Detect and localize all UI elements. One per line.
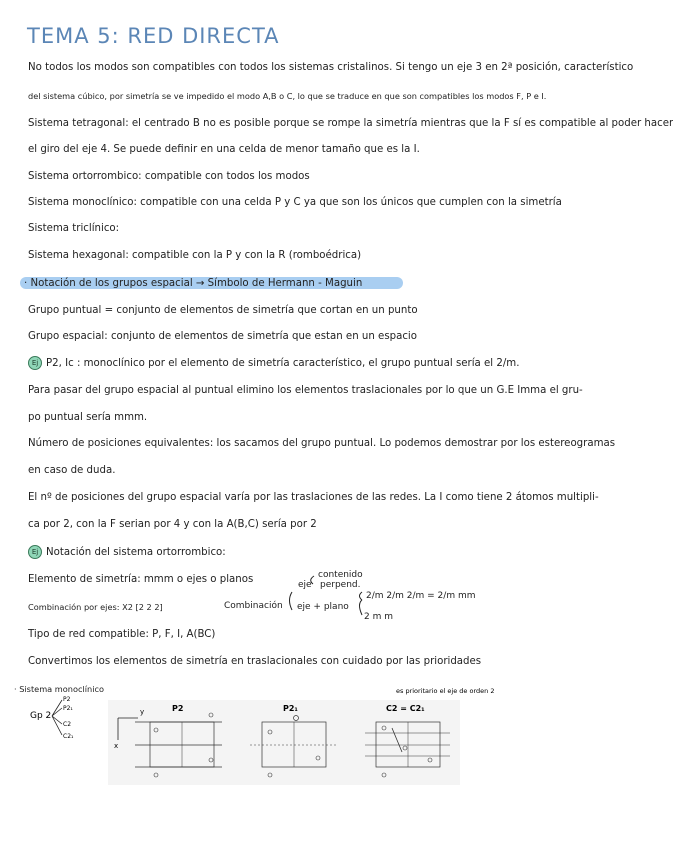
text-line-4: el giro del eje 4. Se puede definir en una celda de menor tamaño que es la I. <box>28 144 420 155</box>
page-title: TEMA 5: RED DIRECTA <box>27 24 280 48</box>
combinacion-label: Combinación <box>224 601 283 611</box>
top-formula: 2/m 2/m 2/m = 2/m mm <box>366 591 476 601</box>
eje-brace <box>311 576 314 584</box>
text-line-14: po puntual sería mmm. <box>28 412 148 423</box>
text-line-8: Sistema hexagonal: compatible con la P y con la R (romboédrica) <box>28 250 362 261</box>
section-heading-monoclinico: · Sistema monoclínico <box>14 684 104 694</box>
formula-brace <box>360 592 363 615</box>
eje-label: eje <box>298 580 312 590</box>
text-line-15: Número de posiciones equivalentes: los sacamos del grupo puntual. Lo podemos demostrar por los estereogramas <box>28 438 616 449</box>
text-line-13: Para pasar del grupo espacial al puntual elimino los elementos traslacionales por lo que un G.E Imma el gru- <box>28 385 583 396</box>
ej-badge: Ej <box>28 356 42 370</box>
text-line-17: El nº de posiciones del grupo espacial varía por las traslaciones de las redes. La I como tiene 2 átomos multipli- <box>28 492 599 503</box>
gp-label: Gp 2 <box>30 711 52 721</box>
combination-brace <box>290 592 293 610</box>
text-line-elemento: Elemento de simetría: mmm o ejes o planos <box>28 574 254 585</box>
text-line-tipo-red: Tipo de red compatible: P, F, I, A(BC) <box>28 629 216 640</box>
perpend-label: perpend. <box>320 580 361 590</box>
section-heading-notation: · Notación de los grupos espacial → Símbolo de Hermann - Maguin <box>24 278 363 289</box>
text-line-convertimos: Convertimos los elementos de simetría en traslacionales con cuidado por las prioridades <box>28 656 482 667</box>
text-line-combinacion-ejes: Combinación por ejes: X2 [2 2 2] <box>28 602 163 612</box>
text-line-18: ca por 2, con la F serian por 4 y con la A(B,C) sería por 2 <box>28 519 317 530</box>
text-line-2: del sistema cúbico, por simetría se ve impedido el modo A,B o C, lo que se traduce en que son compatibles los modos F, P e I. <box>28 91 547 101</box>
panel-title-p2: P2 <box>172 704 184 713</box>
text-line-5: Sistema ortorrombico: compatible con todos los modos <box>28 171 310 182</box>
gp-tree-lines <box>52 700 62 735</box>
panel-title-c2: C2 = C2₁ <box>386 704 425 713</box>
text-line-3: Sistema tetragonal: el centrado B no es posible porque se rompe la simetría mientras que la F sí es compatible al poder hacer <box>28 118 673 129</box>
example-text-1: P2, Ic : monoclínico por el elemento de simetría característico, el grupo puntual sería el 2/m. <box>46 358 520 369</box>
text-line-6: Sistema monoclínico: compatible con una celda P y C ya que son los únicos que cumplen con la simetría <box>28 197 562 208</box>
bottom-formula: 2 m m <box>364 612 393 622</box>
branch-p21: P2₁ <box>63 705 73 712</box>
branch-c21: C2₁ <box>63 733 74 740</box>
text-line-7: Sistema triclínico: <box>28 223 120 234</box>
ej-badge-2: Ej <box>28 545 42 559</box>
text-line-grupo-espacial: Grupo espacial: conjunto de elementos de simetría que estan en un espacio <box>28 331 417 342</box>
axis-y-label: y <box>140 708 145 716</box>
branch-p2: P2 <box>63 696 71 703</box>
text-line-1: No todos los modos son compatibles con todos los sistemas cristalinos. Si tengo un eje 3 en 2ª posición, característico <box>28 62 634 73</box>
branch-c2: C2 <box>63 721 72 728</box>
prioritario-note: es prioritario el eje de orden 2 <box>396 687 495 695</box>
eje-plano-label: eje + plano <box>297 602 349 612</box>
axis-x-label: x <box>114 742 119 750</box>
panel-title-p21: P2₁ <box>283 704 298 713</box>
text-line-16: en caso de duda. <box>28 465 116 476</box>
contenido-label: contenido <box>318 570 363 580</box>
example-text-2: Notación del sistema ortorrombico: <box>46 547 226 558</box>
text-line-grupo-puntual: Grupo puntual = conjunto de elementos de simetría que cortan en un punto <box>28 305 418 316</box>
